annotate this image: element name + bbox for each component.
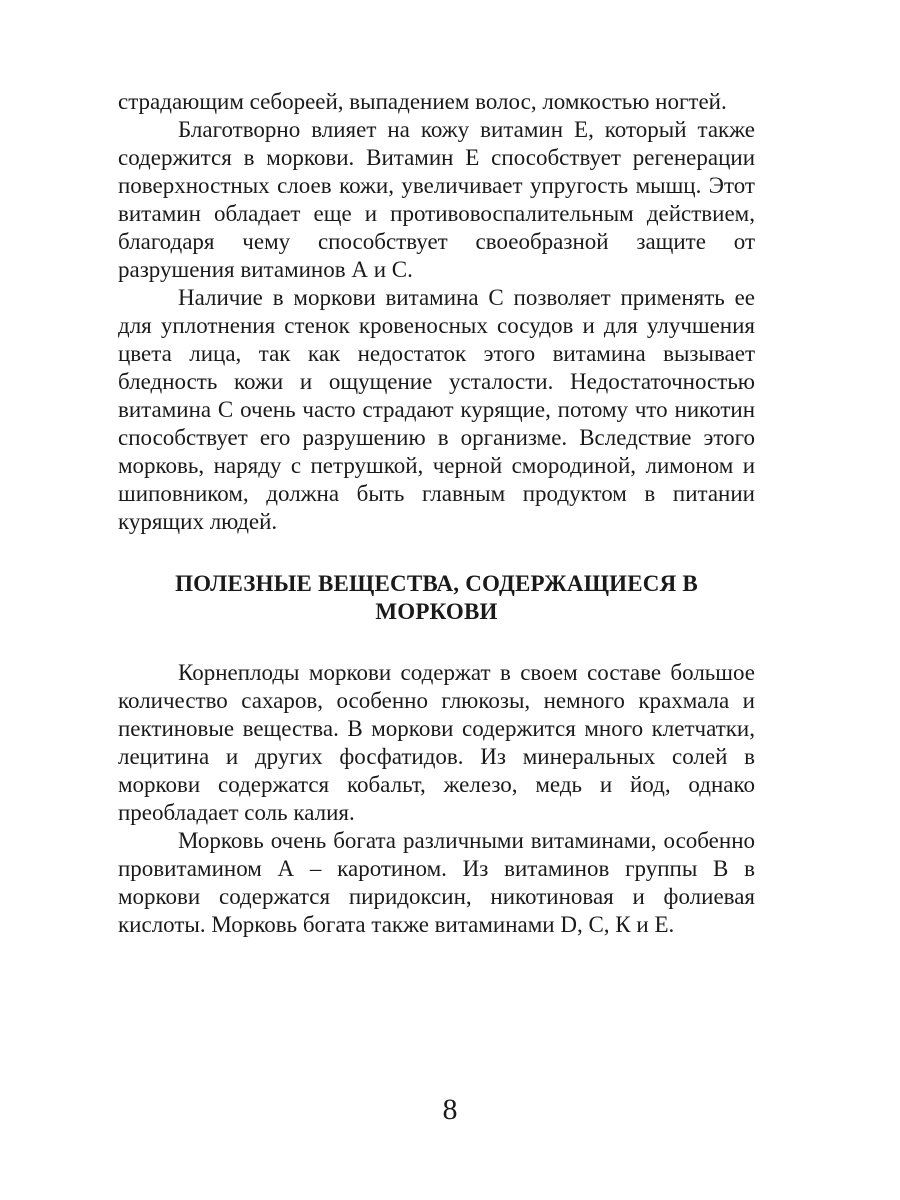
paragraph-composition: Корнеплоды моркови содержат в своем составе большое количество сахаров, особенно глюкозы, немного крахмала и пектиновые вещества. В моркови содержится много клетчатки, лецитина и других фосфатидов. Из минеральных солей в моркови содержатся кобальт, железо, медь и йод, однако преобладает соль калия. bbox=[118, 660, 755, 825]
paragraph-vitamins: Морковь очень богата различными витаминами, особенно провитамином А – каротином. Из витаминов группы В в моркови содержатся пиридоксин, никотиновая и фолиевая кислоты. Морковь богата также витаминами D, С, К и Е. bbox=[118, 828, 755, 937]
paragraph-vitamin-c: Наличие в моркови витамина С позволяет применять ее для уплотнения стенок кровеносных сосудов и для улучшения цвета лица, так как недостаток этого витамина вызывает бледность кожи и ощущение усталости. Недостаточностью витамина С очень часто страдают курящие, потому что никотин способствует его разрушению в организме. Вследствие этого морковь, наряду с петрушкой, черной смородиной, лимоном и шиповником, должна быть главным продуктом в питании курящих людей. bbox=[118, 285, 755, 534]
section-title: ПОЛЕЗНЫЕ ВЕЩЕСТВА, СОДЕРЖАЩИЕСЯ В МОРКОВИ bbox=[175, 571, 698, 624]
page-body bbox=[118, 88, 755, 939]
page-number: 8 bbox=[442, 1093, 458, 1126]
paragraph-vitamin-e: Благотворно влияет на кожу витамин Е, который также содержится в моркови. Витамин Е способствует регенерации поверхностных слоев кожи, увеличивает упругость мышц. Этот витамин обладает еще и противовоспалительным действием, благодаря чему способствует своеобразной защите от разрушения витаминов А и С. bbox=[118, 117, 755, 282]
paragraph-continuation: страдающим себореей, выпадением волос, ломкостью ногтей. bbox=[118, 89, 727, 114]
